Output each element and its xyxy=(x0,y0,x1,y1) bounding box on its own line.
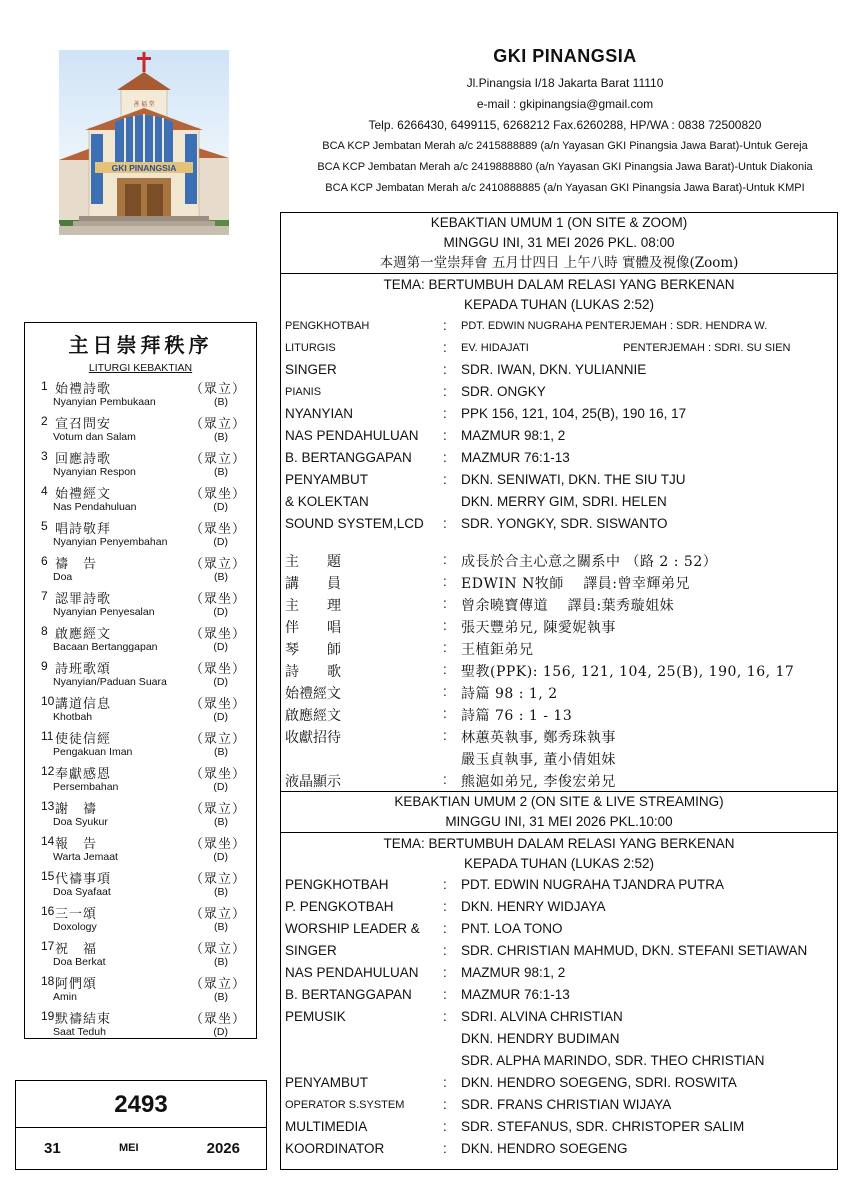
service1-title: KEBAKTIAN UMUM 1 (ON SITE & ZOOM) xyxy=(430,215,688,230)
roster-value: PDT. EDWIN NUGRAHA PENTERJEMAH : SDR. HENDRA W. xyxy=(461,320,768,332)
roster-value: MAZMUR 76:1-13 xyxy=(461,450,570,465)
liturgy-item-number: 6 xyxy=(41,554,48,568)
roster-label: 琴 師 xyxy=(285,642,341,658)
roster-row-zh xyxy=(285,637,837,659)
roster-value: SDR. ALPHA MARINDO, SDR. THEO CHRISTIAN xyxy=(461,1053,765,1068)
liturgy-item xyxy=(25,1008,256,1043)
liturgy-item-chinese: 代禱事項 xyxy=(55,872,112,887)
roster-row xyxy=(285,940,837,962)
liturgy-item-posture: （眾坐） xyxy=(189,837,246,852)
liturgy-item-number: 8 xyxy=(41,624,48,638)
liturgy-item xyxy=(25,623,256,658)
liturgy-item-posture-code: (D) xyxy=(213,676,228,688)
roster-colon: : xyxy=(443,899,447,914)
roster-value: PNT. LOA TONO xyxy=(461,921,563,936)
liturgy-item-number: 1 xyxy=(41,379,48,393)
liturgy-item xyxy=(25,728,256,763)
roster-colon: : xyxy=(443,618,447,633)
liturgy-item-posture: （眾立） xyxy=(189,802,246,817)
roster-value: MAZMUR 98:1, 2 xyxy=(461,428,566,443)
roster-value: 嚴玉貞執事, 董小倩姐妹 xyxy=(461,752,616,768)
roster-colon: : xyxy=(443,406,447,421)
liturgy-item-chinese: 禱 告 xyxy=(55,557,98,572)
liturgy-item-number: 19 xyxy=(41,1009,55,1023)
roster-colon: : xyxy=(443,662,447,677)
roster-row xyxy=(285,469,837,491)
liturgy-item-chinese: 報 告 xyxy=(55,837,98,852)
liturgy-item-posture: （眾坐） xyxy=(189,522,246,537)
service1-theme xyxy=(281,274,837,315)
liturgy-item-indonesian: Pengakuan Iman xyxy=(53,746,133,758)
roster-value: 聖教(PPK): 156, 121, 104, 25(B), 190, 16, 17 xyxy=(461,664,795,680)
roster-colon: : xyxy=(443,516,447,531)
roster-label: NAS PENDAHULUAN xyxy=(285,965,419,980)
roster-row-zh xyxy=(285,747,837,769)
liturgy-item xyxy=(25,973,256,1008)
liturgy-item-indonesian: Doa Syukur xyxy=(53,816,108,828)
roster-colon: : xyxy=(443,943,447,958)
roster-value: SDRI. ALVINA CHRISTIAN xyxy=(461,1009,623,1024)
liturgy-item-chinese: 啟應經文 xyxy=(55,627,112,642)
roster-label: WORSHIP LEADER & xyxy=(285,921,420,936)
liturgy-item-number: 2 xyxy=(41,414,48,428)
liturgy-item-indonesian: Nyanyian Penyembahan xyxy=(53,536,168,548)
liturgy-item-chinese: 詩班歌頌 xyxy=(55,662,112,677)
roster-label: PENYAMBUT xyxy=(285,1075,369,1090)
liturgy-item xyxy=(25,833,256,868)
roster-row xyxy=(285,337,837,359)
service1-header xyxy=(281,213,837,274)
liturgy-item-indonesian: Nyanyian/Paduan Suara xyxy=(53,676,167,688)
roster-value: 曾余曉寶傳道 譯員:葉秀璇姐妹 xyxy=(461,598,675,614)
liturgy-item-number: 10 xyxy=(41,694,55,708)
liturgy-item-indonesian: Nyanyian Penyesalan xyxy=(53,606,155,618)
liturgy-item-chinese: 祝 福 xyxy=(55,942,98,957)
liturgy-item-posture-code: (D) xyxy=(213,711,228,723)
liturgy-item-number: 12 xyxy=(41,764,55,778)
roster-row xyxy=(285,425,837,447)
liturgy-item-posture-code: (B) xyxy=(214,466,228,478)
roster-row-zh xyxy=(285,593,837,615)
service2-theme xyxy=(281,833,837,874)
roster-label: 詩 歌 xyxy=(285,664,341,680)
roster-row-zh xyxy=(285,703,837,725)
liturgy-list xyxy=(25,378,256,1043)
service1-roster xyxy=(281,315,837,791)
roster-value: MAZMUR 76:1-13 xyxy=(461,987,570,1002)
bank-account-church: BCA KCP Jembatan Merah a/c 2415888889 (a/n Yayasan GKI Pinangsia Jawa Barat)-Untuk Gereja xyxy=(322,140,808,152)
roster-label: OPERATOR S.SYSTEM xyxy=(285,1099,405,1111)
roster-value: 熊滬如弟兄, 李俊宏弟兄 xyxy=(461,774,616,790)
roster-row-zh xyxy=(285,571,837,593)
liturgy-item-chinese: 始禮詩歌 xyxy=(55,382,112,397)
liturgy-box xyxy=(24,322,257,1039)
roster-value: DKN. HENDRY BUDIMAN xyxy=(461,1031,620,1046)
liturgy-item xyxy=(25,658,256,693)
roster-colon: : xyxy=(443,684,447,699)
roster-value: DKN. SENIWATI, DKN. THE SIU TJU xyxy=(461,472,686,487)
roster-row xyxy=(285,984,837,1006)
liturgy-subtitle: LITURGI KEBAKTIAN xyxy=(88,362,193,374)
roster-value: SDR. YONGKY, SDR. SISWANTO xyxy=(461,516,668,531)
roster-value: 詩篇 98 : 1, 2 xyxy=(461,686,558,702)
roster-value: 張天豐弟兄, 陳愛妮執事 xyxy=(461,620,616,636)
roster-label: SOUND SYSTEM,LCD xyxy=(285,516,424,531)
liturgy-item-chinese: 回應詩歌 xyxy=(55,452,112,467)
liturgy-item-indonesian: Saat Teduh xyxy=(53,1026,106,1038)
bulletin-number: 2493 xyxy=(16,1081,266,1128)
liturgy-item-indonesian: Persembahan xyxy=(53,781,119,793)
liturgy-item-indonesian: Nas Pendahuluan xyxy=(53,501,137,513)
liturgy-item-posture: （眾立） xyxy=(189,417,246,432)
roster-row xyxy=(285,896,837,918)
liturgy-item-posture-code: (B) xyxy=(214,396,228,408)
roster-label: 伴 唱 xyxy=(285,620,341,636)
liturgy-item-number: 4 xyxy=(41,484,48,498)
liturgy-item-indonesian: Bacaan Bertanggapan xyxy=(53,641,158,653)
liturgy-item-posture: （眾坐） xyxy=(189,627,246,642)
service2-datetime: MINGGU INI, 31 MEI 2026 PKL.10:00 xyxy=(445,814,673,829)
roster-colon: : xyxy=(443,706,447,721)
liturgy-item xyxy=(25,763,256,798)
liturgy-item xyxy=(25,868,256,903)
liturgy-item-posture: （眾立） xyxy=(189,872,246,887)
liturgy-item-posture: （眾立） xyxy=(189,942,246,957)
liturgy-item-indonesian: Warta Jemaat xyxy=(53,851,118,863)
roster-row xyxy=(285,1050,837,1072)
church-address: Jl.Pinangsia I/18 Jakarta Barat 11110 xyxy=(466,76,664,90)
liturgy-item-posture: （眾坐） xyxy=(189,592,246,607)
liturgy-item-chinese: 唱詩敬拜 xyxy=(55,522,112,537)
roster-value: MAZMUR 98:1, 2 xyxy=(461,965,566,980)
roster-row xyxy=(285,403,837,425)
roster-row xyxy=(285,359,837,381)
roster-value: EDWIN N牧師 譯員:曾幸輝弟兄 xyxy=(461,576,690,592)
liturgy-item xyxy=(25,413,256,448)
bank-account-kmpi: BCA KCP Jembatan Merah a/c 2410888885 (a/n Yayasan GKI Pinangsia Jawa Barat)-Untuk KMPI xyxy=(325,182,805,194)
roster-colon: : xyxy=(443,384,447,399)
roster-row-zh xyxy=(285,725,837,747)
roster-colon: : xyxy=(443,362,447,377)
roster-value: PPK 156, 121, 104, 25(B), 190 16, 17 xyxy=(461,406,687,421)
roster-label: 收獻招待 xyxy=(285,730,341,746)
liturgy-item-posture: （眾坐） xyxy=(189,487,246,502)
liturgy-item-number: 9 xyxy=(41,659,48,673)
roster-row xyxy=(285,1116,837,1138)
roster-label: SINGER xyxy=(285,362,337,377)
liturgy-item-indonesian: Nyanyian Pembukaan xyxy=(53,396,156,408)
service1-datetime: MINGGU INI, 31 MEI 2026 PKL. 08:00 xyxy=(443,235,675,250)
roster-label: PENYAMBUT xyxy=(285,472,369,487)
roster-colon: : xyxy=(443,318,447,333)
roster-row xyxy=(285,918,837,940)
roster-label: PEMUSIK xyxy=(285,1009,346,1024)
liturgy-item-number: 15 xyxy=(41,869,55,883)
liturgy-item-chinese: 宣召問安 xyxy=(55,417,112,432)
roster-value: 王植鉅弟兄 xyxy=(461,642,534,658)
liturgy-item-number: 3 xyxy=(41,449,48,463)
roster-label: PENGKHOTBAH xyxy=(285,877,389,892)
liturgy-item-posture-code: (D) xyxy=(213,1026,228,1038)
roster-colon: : xyxy=(443,574,447,589)
roster-row xyxy=(285,1072,837,1094)
liturgy-item-posture: （眾立） xyxy=(189,907,246,922)
roster-colon: : xyxy=(443,1119,447,1134)
liturgy-item-indonesian: Doxology xyxy=(53,921,97,933)
liturgy-item-chinese: 使徒信經 xyxy=(55,732,112,747)
roster-value: 林蕙英執事, 鄭秀珠執事 xyxy=(461,730,616,746)
liturgy-item-posture: （眾立） xyxy=(189,557,246,572)
roster-label: 液晶顯示 xyxy=(285,774,341,790)
roster-colon: : xyxy=(443,1141,447,1156)
roster-value: SDR. CHRISTIAN MAHMUD, DKN. STEFANI SETIAWAN xyxy=(461,943,808,958)
liturgy-item-chinese: 謝 禱 xyxy=(55,802,98,817)
liturgy-item-posture-code: (B) xyxy=(214,956,228,968)
roster-colon: : xyxy=(443,728,447,743)
liturgy-item-indonesian: Nyanyian Respon xyxy=(53,466,136,478)
liturgy-item-posture-code: (B) xyxy=(214,886,228,898)
liturgy-item-posture-code: (D) xyxy=(213,851,228,863)
church-header xyxy=(280,46,850,199)
liturgy-item-posture: （眾坐） xyxy=(189,697,246,712)
roster-label: & KOLEKTAN xyxy=(285,494,369,509)
roster-row xyxy=(285,1006,837,1028)
roster-row xyxy=(285,1028,837,1050)
liturgy-item-number: 11 xyxy=(41,729,54,743)
liturgy-item-indonesian: Doa xyxy=(53,571,73,583)
roster-row-zh xyxy=(285,659,837,681)
roster-label: NYANYIAN xyxy=(285,406,354,421)
roster-value: 成長於合主心意之關系中 （路 2 : 52） xyxy=(461,554,718,570)
liturgy-item-posture-code: (D) xyxy=(213,606,228,618)
liturgy-item-posture-code: (B) xyxy=(214,921,228,933)
roster-colon: : xyxy=(443,340,447,355)
roster-translator: PENTERJEMAH : SDRI. SU SIEN xyxy=(623,342,791,354)
roster-label: B. BERTANGGAPAN xyxy=(285,450,412,465)
bulletin-day: 31 xyxy=(44,1140,61,1157)
liturgy-item-posture-code: (D) xyxy=(213,536,228,548)
roster-label: MULTIMEDIA xyxy=(285,1119,368,1134)
roster-colon: : xyxy=(443,450,447,465)
roster-row xyxy=(285,874,837,896)
liturgy-item xyxy=(25,518,256,553)
liturgy-item-posture-code: (B) xyxy=(214,746,228,758)
liturgy-item-number: 17 xyxy=(41,939,55,953)
liturgy-item-chinese: 默禱結束 xyxy=(55,1012,112,1027)
liturgy-item-posture: （眾坐） xyxy=(189,767,246,782)
service1-chinese-title: 本週第一堂崇拜會 五月廿四日 上午八時 實體及視像(Zoom) xyxy=(379,255,739,271)
roster-colon: : xyxy=(443,1097,447,1112)
bulletin-date xyxy=(16,1128,266,1168)
bulletin-month: MEI xyxy=(119,1142,139,1154)
roster-colon: : xyxy=(443,1009,447,1024)
roster-value: SDR. FRANS CHRISTIAN WIJAYA xyxy=(461,1097,672,1112)
roster-row xyxy=(285,381,837,403)
church-building-image xyxy=(59,50,229,235)
liturgy-item-posture-code: (B) xyxy=(214,431,228,443)
liturgy-item-posture-code: (D) xyxy=(213,501,228,513)
roster-colon: : xyxy=(443,921,447,936)
liturgy-item-chinese: 講道信息 xyxy=(55,697,112,712)
roster-label: P. PENGKOTBAH xyxy=(285,899,394,914)
liturgy-title: 主日崇拜秩序 xyxy=(68,333,213,357)
liturgy-item-posture-code: (B) xyxy=(214,571,228,583)
liturgy-item-chinese: 認罪詩歌 xyxy=(55,592,112,607)
roster-value: SDR. STEFANUS, SDR. CHRISTOPER SALIM xyxy=(461,1119,745,1134)
bank-account-diakonia: BCA KCP Jembatan Merah a/c 2419888880 (a/n Yayasan GKI Pinangsia Jawa Barat)-Untuk Diakonia xyxy=(317,161,813,173)
roster-colon: : xyxy=(443,428,447,443)
liturgy-item-posture: （眾立） xyxy=(189,977,246,992)
roster-colon: : xyxy=(443,772,447,787)
roster-label: 啟應經文 xyxy=(285,708,341,724)
roster-colon: : xyxy=(443,987,447,1002)
liturgy-item xyxy=(25,553,256,588)
service2-title: KEBAKTIAN UMUM 2 (ON SITE & LIVE STREAMING) xyxy=(394,794,724,809)
liturgy-item xyxy=(25,378,256,413)
roster-label: NAS PENDAHULUAN xyxy=(285,428,419,443)
roster-row-zh xyxy=(285,769,837,791)
church-phone: Telp. 6266430, 6499115, 6268212 Fax.6260288, HP/WA : 0838 72500820 xyxy=(368,118,762,132)
service2-header xyxy=(281,791,837,833)
church-name: GKI PINANGSIA xyxy=(493,46,637,66)
roster-row-zh xyxy=(285,549,837,571)
liturgy-item-posture-code: (D) xyxy=(213,641,228,653)
roof-text: 善 福 堂 xyxy=(133,102,155,108)
roster-label: KOORDINATOR xyxy=(285,1141,385,1156)
roster-row xyxy=(285,491,837,513)
liturgy-item xyxy=(25,903,256,938)
liturgy-item-posture-code: (B) xyxy=(214,816,228,828)
liturgy-item-posture: （眾立） xyxy=(189,732,246,747)
roster-row-zh xyxy=(285,615,837,637)
roster-colon: : xyxy=(443,965,447,980)
service1-theme-line1: TEMA: BERTUMBUH DALAM RELASI YANG BERKENAN xyxy=(383,277,735,292)
liturgy-item xyxy=(25,448,256,483)
roster-value: PDT. EDWIN NUGRAHA TJANDRA PUTRA xyxy=(461,877,725,892)
liturgy-item-number: 7 xyxy=(41,589,48,603)
liturgy-item-posture: （眾坐） xyxy=(189,662,246,677)
roster-value: DKN. HENRY WIDJAYA xyxy=(461,899,606,914)
liturgy-item xyxy=(25,798,256,833)
liturgy-item-chinese: 三一頌 xyxy=(55,907,98,922)
roster-value: 詩篇 76 : 1 - 13 xyxy=(461,708,573,724)
services-box xyxy=(280,212,838,1170)
liturgy-item-indonesian: Doa Syafaat xyxy=(53,886,111,898)
church-photo xyxy=(59,50,229,235)
roster-value: SDR. ONGKY xyxy=(461,384,546,399)
liturgy-item-posture-code: (D) xyxy=(213,781,228,793)
roster-colon: : xyxy=(443,877,447,892)
roster-colon: : xyxy=(443,552,447,567)
liturgy-item-indonesian: Amin xyxy=(53,991,77,1003)
roster-row xyxy=(285,447,837,469)
service1-theme-line2: KEPADA TUHAN (LUKAS 2:52) xyxy=(463,297,655,312)
liturgy-item-chinese: 奉獻感恩 xyxy=(55,767,112,782)
liturgy-item-indonesian: Doa Berkat xyxy=(53,956,106,968)
liturgy-item-posture: （眾立） xyxy=(189,382,246,397)
roster-value: DKN. HENDRO SOEGENG xyxy=(461,1141,628,1156)
roster-label: LITURGIS xyxy=(285,342,336,354)
liturgy-item-chinese: 始禮經文 xyxy=(55,487,112,502)
liturgy-item-number: 13 xyxy=(41,799,55,813)
liturgy-item-indonesian: Votum dan Salam xyxy=(53,431,136,443)
roster-row xyxy=(285,1094,837,1116)
roster-colon: : xyxy=(443,640,447,655)
service2-theme-line1: TEMA: BERTUMBUH DALAM RELASI YANG BERKENAN xyxy=(383,836,735,851)
roster-label: B. BERTANGGAPAN xyxy=(285,987,412,1002)
church-email: e-mail : gkipinangsia@gmail.com xyxy=(476,97,654,111)
service2-roster xyxy=(281,874,837,1160)
roster-label: 主 題 xyxy=(285,554,341,570)
liturgy-item-number: 14 xyxy=(41,834,55,848)
roster-label: 講 員 xyxy=(285,576,341,592)
bulletin-number-box xyxy=(15,1080,267,1170)
roster-row xyxy=(285,513,837,535)
roster-value: DKN. HENDRO SOEGENG, SDRI. ROSWITA xyxy=(461,1075,737,1090)
liturgy-item-number: 16 xyxy=(41,904,55,918)
roster-label: 始禮經文 xyxy=(285,686,341,702)
roster-row xyxy=(285,962,837,984)
liturgy-item-posture: （眾立） xyxy=(189,452,246,467)
liturgy-item-indonesian: Khotbah xyxy=(53,711,93,723)
roster-colon: : xyxy=(443,1075,447,1090)
bulletin-year: 2026 xyxy=(206,1140,240,1157)
roster-colon: : xyxy=(443,596,447,611)
roster-label: SINGER xyxy=(285,943,337,958)
roster-value: SDR. IWAN, DKN. YULIANNIE xyxy=(461,362,647,377)
liturgy-item-number: 5 xyxy=(41,519,48,533)
liturgy-item-posture: （眾坐） xyxy=(189,1012,246,1027)
liturgy-item xyxy=(25,483,256,518)
liturgy-item-number: 18 xyxy=(41,974,55,988)
roster-value: DKN. MERRY GIM, SDRI. HELEN xyxy=(461,494,667,509)
roster-row-zh xyxy=(285,681,837,703)
liturgy-item xyxy=(25,938,256,973)
liturgy-item xyxy=(25,693,256,728)
roster-label: PENGKHOTBAH xyxy=(285,320,370,332)
church-sign: GKI PINANGSIA xyxy=(111,163,177,173)
roster-label: 主 理 xyxy=(285,598,341,614)
roster-row xyxy=(285,315,837,337)
roster-row xyxy=(285,1138,837,1160)
liturgy-item-posture-code: (B) xyxy=(214,991,228,1003)
liturgy-item xyxy=(25,588,256,623)
liturgy-item-chinese: 阿們頌 xyxy=(55,977,98,992)
service2-theme-line2: KEPADA TUHAN (LUKAS 2:52) xyxy=(463,856,655,871)
roster-colon: : xyxy=(443,472,447,487)
roster-value: EV. HIDAJATI xyxy=(461,342,529,354)
roster-label: PIANIS xyxy=(285,386,322,398)
